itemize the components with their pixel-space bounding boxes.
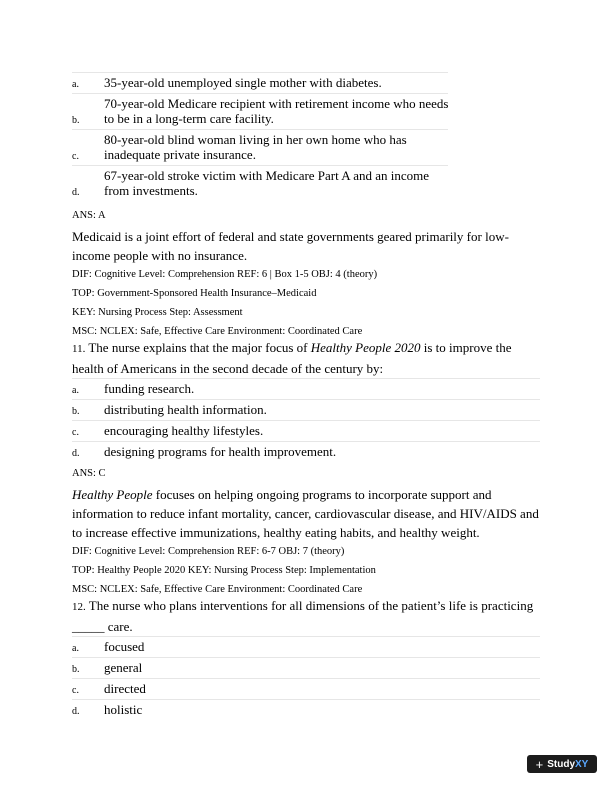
option-row [72, 72, 448, 94]
option-text: designing programs for health improvement. [104, 444, 337, 459]
option-row [72, 378, 540, 400]
question-number: 12. [72, 601, 86, 613]
option-text: encouraging healthy lifestyles. [104, 423, 264, 438]
option-text: 80-year-old blind woman living in her own home who has inadequate private insurance. [104, 132, 407, 162]
option-text: funding research. [104, 381, 195, 396]
option-letter: b. [72, 664, 80, 675]
option-text: focused [104, 639, 145, 654]
option-text: distributing health information. [104, 402, 267, 417]
answer-block-1 [72, 206, 540, 343]
option-text: directed [104, 681, 146, 696]
option-row [72, 679, 540, 700]
option-letter: a. [72, 643, 79, 654]
option-letter: d. [72, 448, 80, 459]
option-row [72, 700, 540, 720]
option-letter: c. [72, 427, 79, 438]
option-letter: c. [72, 151, 79, 162]
option-letter: d. [72, 706, 80, 717]
answer-label: ANS: C [72, 468, 106, 479]
dif-line: DIF: Cognitive Level: Comprehension REF: 6-7 OBJ: 7 (theory) [72, 546, 345, 557]
answer-label: ANS: A [72, 210, 106, 221]
prev-question-options [72, 72, 448, 201]
option-letter: d. [72, 187, 80, 198]
option-row [72, 400, 540, 421]
option-text: holistic [104, 702, 143, 717]
option-letter: c. [72, 685, 79, 696]
question-12 [72, 596, 540, 720]
question-stem: 12. The nurse who plans interventions for all dimensions of the patient’s life is practicing _____ care. [72, 598, 534, 634]
msc-line: MSC: NCLEX: Safe, Effective Care Environment: Coordinated Care [72, 584, 363, 595]
topic-line: TOP: Government-Sponsored Health Insurance–Medicaid [72, 288, 317, 299]
option-letter: b. [72, 115, 80, 126]
option-row [72, 94, 448, 130]
option-row [72, 636, 540, 658]
option-row [72, 130, 448, 166]
option-row [72, 442, 540, 462]
msc-line: MSC: NCLEX: Safe, Effective Care Environment: Coordinated Care [72, 326, 363, 337]
question-11 [72, 338, 540, 601]
studyxy-badge[interactable] [527, 755, 597, 773]
option-letter: a. [72, 385, 79, 396]
question-stem: 11. The nurse explains that the major focus of Healthy People 2020 is to improve the health of Americans in the second decade of the century by: [72, 340, 512, 376]
option-row [72, 658, 540, 679]
option-text: general [104, 660, 143, 675]
option-letter: a. [72, 79, 79, 90]
question-number: 11. [72, 343, 86, 355]
rationale: Medicaid is a joint effort of federal and state governments geared primarily for low-income people with no insurance. [72, 229, 509, 263]
dif-line: DIF: Cognitive Level: Comprehension REF: 6 | Box 1-5 OBJ: 4 (theory) [72, 269, 378, 280]
option-letter: b. [72, 406, 80, 417]
option-text: 67-year-old stroke victim with Medicare Part A and an income from investments. [104, 168, 430, 198]
topic-key-line: TOP: Healthy People 2020 KEY: Nursing Process Step: Implementation [72, 565, 376, 576]
option-text: 35-year-old unemployed single mother with diabetes. [104, 75, 382, 90]
brand-name: StudyXY [547, 758, 589, 770]
option-text: 70-year-old Medicare recipient with retirement income who needs to be in a long-term care facility. [104, 96, 449, 126]
option-row [72, 166, 448, 201]
plus-icon: + [535, 756, 544, 772]
rationale: Healthy People focuses on helping ongoing programs to incorporate support and information to reduce infant mortality, cancer, cardiovascular disease, and HIV/AIDS and to increase effective immunizations, healthy eating habits, and healthy weight. [72, 487, 539, 540]
key-line: KEY: Nursing Process Step: Assessment [72, 307, 243, 318]
option-row [72, 421, 540, 442]
